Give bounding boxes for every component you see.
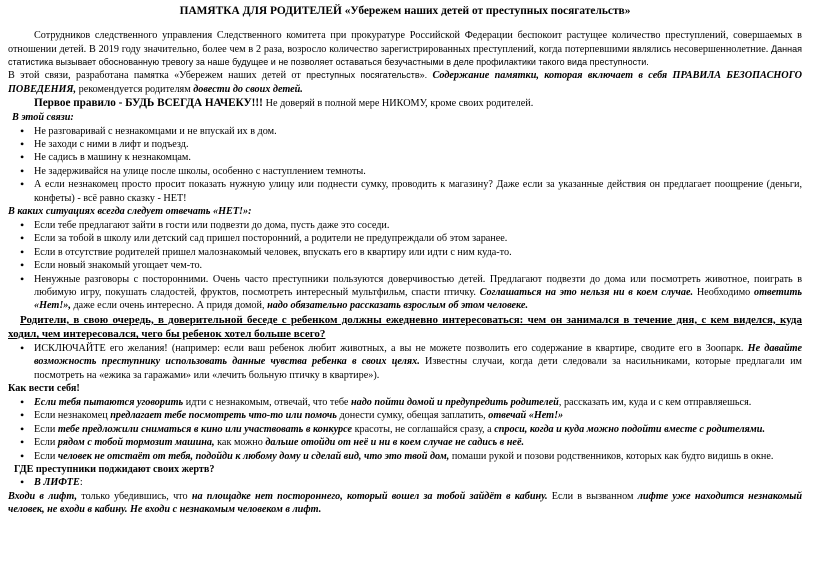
situations-list bbox=[8, 219, 802, 313]
situations-heading: В каких ситуациях всегда следует отвечать «НЕТ!»: bbox=[8, 206, 252, 218]
how-text: как можно bbox=[217, 437, 263, 449]
lift-paragraph bbox=[8, 490, 802, 517]
lift-text: только убедившись, что bbox=[81, 490, 188, 502]
situation-text-a: Ненужные разговоры с посторонними. Очень часто преступники пользуются доверчивостью детей. Предлагают подвезти до дома или посмотреть животное, поиграть в любимую игру, покушать сладостей, фруктов, посмотреть интересный мультфильм, спасти птичку. bbox=[34, 273, 802, 298]
how-text: отвечай «Нет!» bbox=[488, 410, 564, 422]
list-item bbox=[34, 342, 802, 382]
first-rule-title: Первое правило - БУДЬ ВСЕГДА НАЧЕКУ!!! bbox=[34, 97, 263, 110]
how-text: донести сумку, обещая заплатить, bbox=[339, 410, 486, 422]
lift-text: на площадке нет постороннего, который вошел за тобой зайдёт в кабину. bbox=[191, 490, 548, 502]
lift-label: В ЛИФТЕ bbox=[34, 477, 80, 489]
lift-text: Если в вызванном bbox=[551, 490, 634, 502]
list-item: • В ЛИФТЕ: bbox=[34, 476, 802, 489]
how-text: Если bbox=[34, 450, 56, 462]
how-text: рядом с тобой тормозит машина, bbox=[57, 437, 215, 449]
intro-paragraph bbox=[8, 29, 802, 96]
how-text: помаши рукой и позови родственников, которых как будто видишь в окне. bbox=[451, 450, 774, 462]
rules-list bbox=[8, 125, 802, 206]
intro-text-7: довести до своих детей. bbox=[193, 83, 303, 95]
exclude-text-a: ИСКЛЮЧАЙТЕ его желания! (например: если ваш ребенок любит животных, а вы не можете позволить его содержание в квартире, сводите его в Зоопарк. bbox=[34, 342, 744, 354]
how-text: дальше отойди от неё и ни в коем случае не садись в неё. bbox=[265, 437, 525, 449]
intro-text-4: преступных посягательств». bbox=[306, 70, 428, 81]
how-text: идти с незнакомым, отвечай, что тебе bbox=[185, 396, 349, 408]
list-item bbox=[34, 436, 802, 449]
first-rule bbox=[34, 96, 802, 111]
how-text: надо пойти домой и предупредить родителей bbox=[350, 396, 559, 408]
how-text: Если bbox=[34, 423, 56, 435]
list-item: • А если незнакомец просто просит показать нужную улицу или поднести сумку, проводить к магазину? Даже если за указанные действия он предлагает поощрение (деньги, конфеты) - всё равно сказку - НЕТ! bbox=[34, 178, 802, 205]
situation-text-d: ответить «Нет!», bbox=[34, 286, 803, 312]
list-item: • Если в отсутствие родителей пришел малознакомый человек, впускать его в квартиру или идти с ним куда-то. bbox=[34, 246, 802, 259]
exclude-text-b: Не давайте возможность преступнику использовать данные чувства ребенка в своих целях. bbox=[34, 342, 802, 368]
how-text: человек не отстаёт от тебя, подойди к любому дому и сделай вид, что это твой дом, bbox=[57, 450, 450, 462]
list-item bbox=[34, 409, 802, 422]
lift-text: лифте уже находится незнакомый человек, не входи в кабину. bbox=[8, 490, 803, 516]
how-text: красоты, не соглашайся сразу, а bbox=[354, 423, 492, 435]
how-text: Если незнакомец bbox=[34, 410, 108, 422]
exclude-list bbox=[8, 342, 802, 382]
intro-text-2: Данная статистика вызывает обоснованную тревогу за наше будущее и не позволяет оставаться безучастными в деле профилактики такого вида преступности. bbox=[8, 43, 802, 67]
list-item bbox=[34, 450, 802, 463]
how-heading: Как вести себя! bbox=[8, 383, 80, 395]
parents-paragraph: Родители, в свою очередь, в доверительной беседе с ребенком должны ежедневно интересоваться: чем он занимался в течение дня, с кем виделся, куда ходил, чем интересовался, чего бы ребенок хотел больше всего? bbox=[8, 313, 802, 341]
lift-text: Входи в лифт, bbox=[8, 490, 78, 502]
how-text: тебе предложили сниматься в кино или участвовать в конкурсе bbox=[57, 423, 353, 435]
how-text: Если bbox=[34, 437, 56, 449]
list-item: • Не заходи с ними в лифт и подъезд. bbox=[34, 138, 802, 151]
list-item: • Если за тобой в школу или детский сад пришел посторонний, а родители не предупреждали об этом заранее. bbox=[34, 232, 802, 245]
list-item: • Не задерживайся на улице после школы, особенно с наступлением темноты. bbox=[34, 165, 802, 178]
list-item: • Не садись в машину к незнакомцам. bbox=[34, 151, 802, 164]
list-item bbox=[34, 423, 802, 436]
intro-text-3: В этой связи, разработана памятка «Убережем наших детей от bbox=[8, 70, 301, 82]
situation-text-c: Необходимо bbox=[696, 286, 751, 298]
list-item: • Если новый знакомый угощает чем-то. bbox=[34, 259, 802, 272]
situation-text-b: Соглашаться на это нельзя ни в коем случае. bbox=[479, 286, 694, 298]
list-item bbox=[34, 273, 802, 313]
list-item: • Если тебе предлагают зайти в гости или подвезти до дома, пусть даже это соседи. bbox=[34, 219, 802, 232]
lift-text: Не входи с незнакомым человеком в лифт. bbox=[129, 504, 322, 516]
intro-text-6: рекомендуется родителям bbox=[78, 83, 191, 95]
list-item: • Не разговаривай с незнакомцами и не впускай их в дом. bbox=[34, 125, 802, 138]
how-text: предлагает тебе посмотреть что-то или помочь bbox=[110, 410, 337, 422]
how-text: спроси, когда и куда можно подойти вместе с родителями. bbox=[494, 423, 766, 435]
intro-text-5: Содержание памятки, которая включает в себя ПРАВИЛА БЕЗОПАСНОГО ПОВЕДЕНИЯ, bbox=[8, 70, 803, 95]
first-rule-text: Не доверяй в полной мере НИКОМУ, кроме своих родителей. bbox=[265, 98, 534, 110]
list-item bbox=[34, 396, 802, 409]
situation-text-e: даже если очень интересно. А придя домой, bbox=[73, 300, 265, 312]
how-text: , рассказать им, куда и с кем отправляешься. bbox=[558, 396, 752, 408]
intro-text-1: Сотрудников следственного управления Следственного комитета при прокуратуре Российской Федерации беспокоит растущее количество преступлений, совершаемых в отношении детей. В 2019 году значительно, более чем в 2 раза, возросло количество зарегистрированных преступлений, когда потерпевшими являлись несовершеннолетние. bbox=[8, 30, 802, 55]
page-title: ПАМЯТКА ДЛЯ РОДИТЕЛЕЙ «Убережем нaших детей от преступных посягательств» bbox=[179, 5, 631, 17]
how-list bbox=[8, 396, 802, 463]
exclude-text-c: Известны случаи, когда дети следовали за насильниками, которые предлагали им посмотреть на «ежика за гаражами» или «лечить больную птичку в квартире»). bbox=[34, 356, 802, 381]
where-heading: ГДЕ преступники поджидают своих жертв? bbox=[14, 464, 215, 475]
situation-text-f: надо обязательно рассказать взрослым об этом человеке. bbox=[267, 300, 528, 312]
in-this-regard-heading: В этой связи: bbox=[12, 112, 74, 124]
how-text: Если тебя пытаются уговорить bbox=[34, 396, 184, 408]
where-list bbox=[8, 476, 802, 489]
